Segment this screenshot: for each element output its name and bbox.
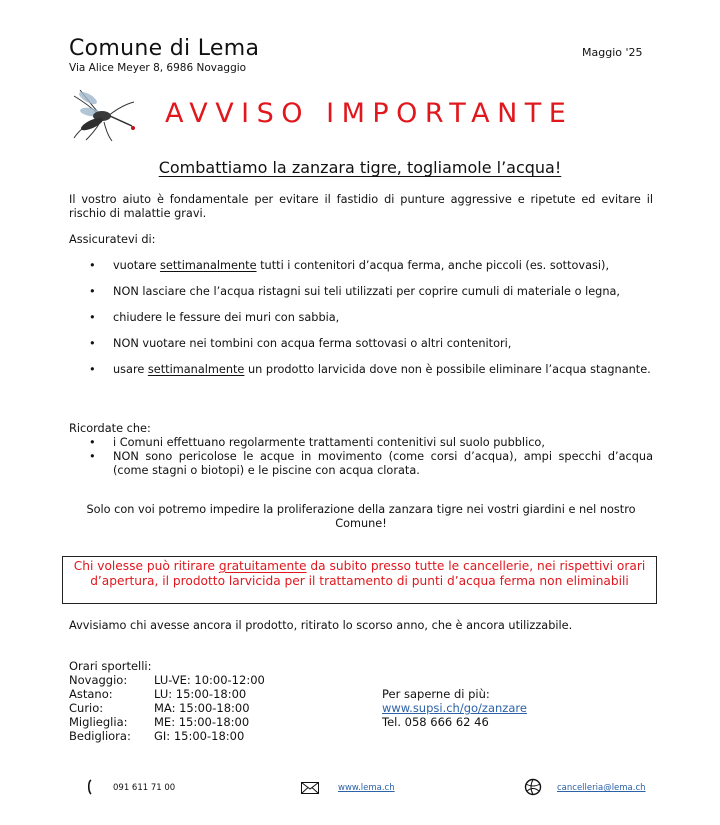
- office-hours: [69, 659, 265, 743]
- reminder-paragraph: Avvisiamo chi avesse ancora il prodotto, ritirato lo scorso anno, che è ancora utilizzabile.: [69, 619, 573, 632]
- remember-label: Ricordate che:: [69, 422, 151, 435]
- globe-icon: [523, 778, 543, 796]
- hours-row: Astano: LU: 15:00-18:00: [69, 687, 247, 701]
- date: Maggio '25: [582, 46, 643, 59]
- info-phone: Tel. 058 666 62 46: [382, 715, 489, 729]
- action-list: [69, 259, 653, 389]
- mosquito-icon: [68, 86, 140, 142]
- footer-website[interactable]: www.lema.ch: [338, 783, 395, 793]
- hours-row: Novaggio: LU-VE: 10:00-12:00: [69, 673, 265, 687]
- assure-label: Assicuratevi di:: [69, 233, 156, 246]
- list-item: • NON sono pericolose le acque in movimento (come corsi d’acqua), ampi specchi d’acqua (come stagni o biotopi) e le piscine con acqua clorata.: [89, 450, 653, 477]
- free-product-box: Chi volesse può ritirare gratuitamente da subito presso tutte le cancellerie, nei rispettivi orari d’apertura, il prodotto larvicida per il trattamento di punti d’acqua ferma non eliminabili: [62, 556, 657, 604]
- hours-row: Bedigliora: GI: 15:00-18:00: [69, 729, 245, 743]
- list-item: • NON vuotare nei tombini con acqua ferma sottovasi o altri contenitori,: [89, 337, 512, 350]
- hours-row: Miglieglia: ME: 15:00-18:00: [69, 715, 250, 729]
- list-item: • i Comuni effettuano regolarmente trattamenti contenitivi sul suolo pubblico,: [89, 436, 545, 449]
- remember-list: [69, 436, 653, 478]
- list-item: • NON lasciare che l’acqua ristagni sui teli utilizzati per coprire cumuli di materiale o legna,: [89, 285, 621, 298]
- page-title: Comune di Lema: [69, 36, 260, 61]
- more-info-label: Per saperne di più:: [382, 687, 490, 701]
- address: Via Alice Meyer 8, 6986 Novaggio: [69, 62, 247, 74]
- intro-paragraph: Il vostro aiuto è fondamentale per evitare il fastidio di punture aggressive e ripetute ed evitare il rischio di malattie gravi.: [69, 193, 653, 220]
- notice-heading: AVVISO IMPORTANTE: [165, 98, 574, 129]
- list-item: • vuotare settimanalmente tutti i contenitori d’acqua ferma, anche piccoli (es. sottovasi),: [89, 259, 610, 272]
- list-item: • chiudere le fessure dei muri con sabbia,: [89, 311, 340, 324]
- hours-row: Curio: MA: 15:00-18:00: [69, 701, 250, 715]
- phone-icon: [86, 779, 94, 795]
- notice-subtitle: Combattiamo la zanzara tigre, togliamole l’acqua!: [158, 158, 562, 177]
- hours-label: Orari sportelli:: [69, 659, 152, 673]
- footer-phone: 091 611 71 00: [113, 783, 176, 793]
- closing-paragraph: Solo con voi potremo impedire la proliferazione della zanzara tigre nei vostri giardini e nel nostro Comune!: [86, 503, 636, 530]
- mail-icon: [301, 782, 319, 794]
- list-item: • usare settimanalmente un prodotto larvicida dove non è possibile eliminare l’acqua stagnante.: [89, 363, 651, 376]
- footer-email[interactable]: cancelleria@lema.ch: [557, 783, 646, 793]
- more-info: [382, 687, 527, 729]
- info-link[interactable]: www.supsi.ch/go/zanzare: [382, 701, 527, 715]
